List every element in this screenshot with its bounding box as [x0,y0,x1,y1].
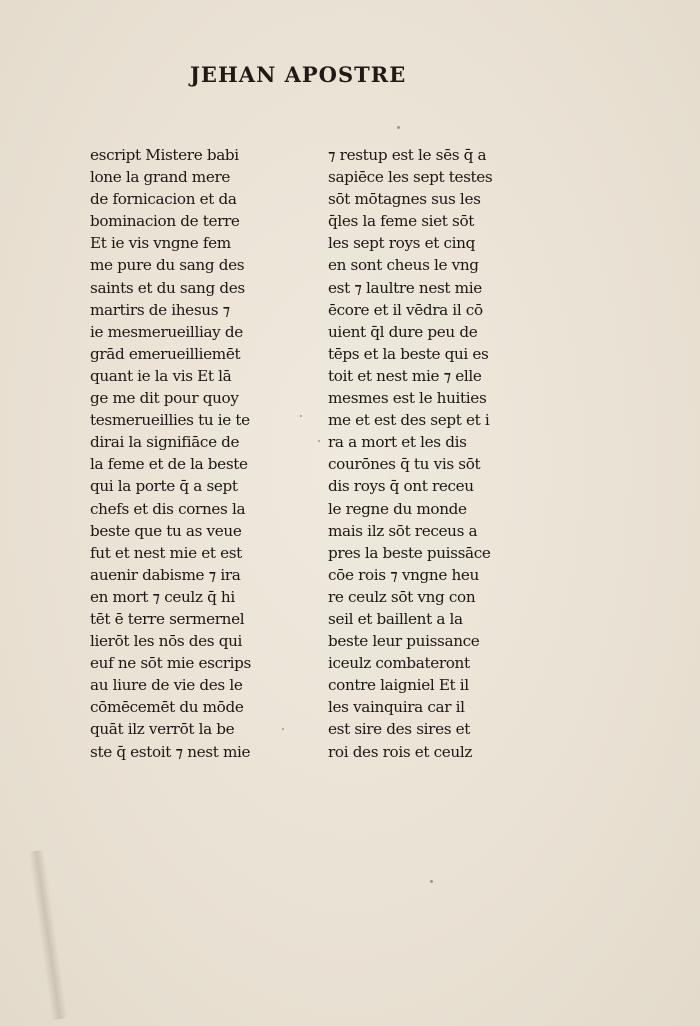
text-line: est sire des sires et [328,720,471,739]
text-line: re ceulz sōt vng con [328,587,476,606]
left-text-column [90,144,280,763]
text-line: quāt ilz verrōt la be [90,720,235,739]
text-line: fut et nest mie et est [90,543,242,562]
text-line: saints et du sang des [90,278,245,297]
text-line: mesmes est le huities [328,389,487,408]
ink-speck [397,126,400,129]
text-line: beste que tu as veue [90,521,242,540]
text-line: lone la grand mere [90,168,231,187]
ink-speck [430,880,433,883]
text-line: toit et nest mie ⁊ elle [328,366,482,385]
text-line: grād emerueilliemēt [90,344,241,363]
text-line: ge me dit pour quoy [90,389,239,408]
text-line: iceulz combateront [328,654,470,673]
text-line: au liure de vie des le [90,676,243,695]
running-head: JEHAN APOSTRE [190,62,407,87]
text-line: q̄les la feme siet sōt [328,212,475,231]
text-line: Et ie vis vngne fem [90,234,231,253]
text-line: mais ilz sōt receus a [328,521,478,540]
text-line: ēcore et il vēdra il cō [328,300,483,319]
text-line: sōt mōtagnes sus les [328,190,481,209]
text-line: ra a mort et les dis [328,433,467,452]
text-line: quant ie la vis Et lā [90,366,232,385]
text-line: sapiēce les sept testes [328,168,493,187]
text-line: courōnes q̄ tu vis sōt [328,455,481,474]
text-line: dis roys q̄ ont receu [328,477,474,496]
text-line: roi des rois et ceulz [328,742,473,761]
ink-speck [318,440,320,442]
text-line: bominacion de terre [90,212,240,231]
text-line: martirs de ihesus ⁊ [90,300,230,319]
text-line: cōe rois ⁊ vngne heu [328,565,479,584]
text-line: ste q̄ estoit ⁊ nest mie [90,742,251,761]
text-line: en sont cheus le vng [328,256,479,275]
paper-crease [28,850,68,1021]
text-line: ⁊ restup est le sēs q̄ a [328,146,487,164]
right-text-column [328,144,528,763]
text-line: tesmerueillies tu ie te [90,411,250,430]
text-line: pres la beste puissāce [328,543,491,562]
text-line: le regne du monde [328,499,467,518]
text-line: auenir dabisme ⁊ ira [90,565,241,584]
text-line: euf ne sōt mie escrips [90,654,251,673]
text-line: escript Mistere babi [90,146,239,164]
text-line: de fornicacion et da [90,190,237,209]
text-line: les vainquira car il [328,698,465,717]
text-line: uient q̄l dure peu de [328,322,478,341]
text-line: tēps et la beste qui es [328,344,489,363]
text-line: contre laigniel Et il [328,676,469,695]
text-line: qui la porte q̄ a sept [90,477,238,496]
text-line: dirai la signifiāce de [90,433,240,452]
text-line: est ⁊ laultre nest mie [328,278,482,297]
text-line: la feme et de la beste [90,455,248,474]
text-line: ie mesmerueilliay de [90,322,243,341]
text-line: les sept roys et cinq [328,234,475,253]
text-line: lierōt les nōs des qui [90,632,243,651]
text-line: chefs et dis cornes la [90,499,246,518]
text-line: beste leur puissance [328,632,480,651]
text-line: cōmēcemēt du mōde [90,698,244,717]
ink-speck [282,728,284,730]
text-line: me pure du sang des [90,256,245,275]
text-line: seil et baillent a la [328,609,463,628]
text-line: tēt ē terre sermernel [90,609,245,628]
text-line: me et est des sept et i [328,411,490,430]
text-line: en mort ⁊ ceulz q̄ hi [90,587,235,606]
ink-speck [300,415,302,417]
